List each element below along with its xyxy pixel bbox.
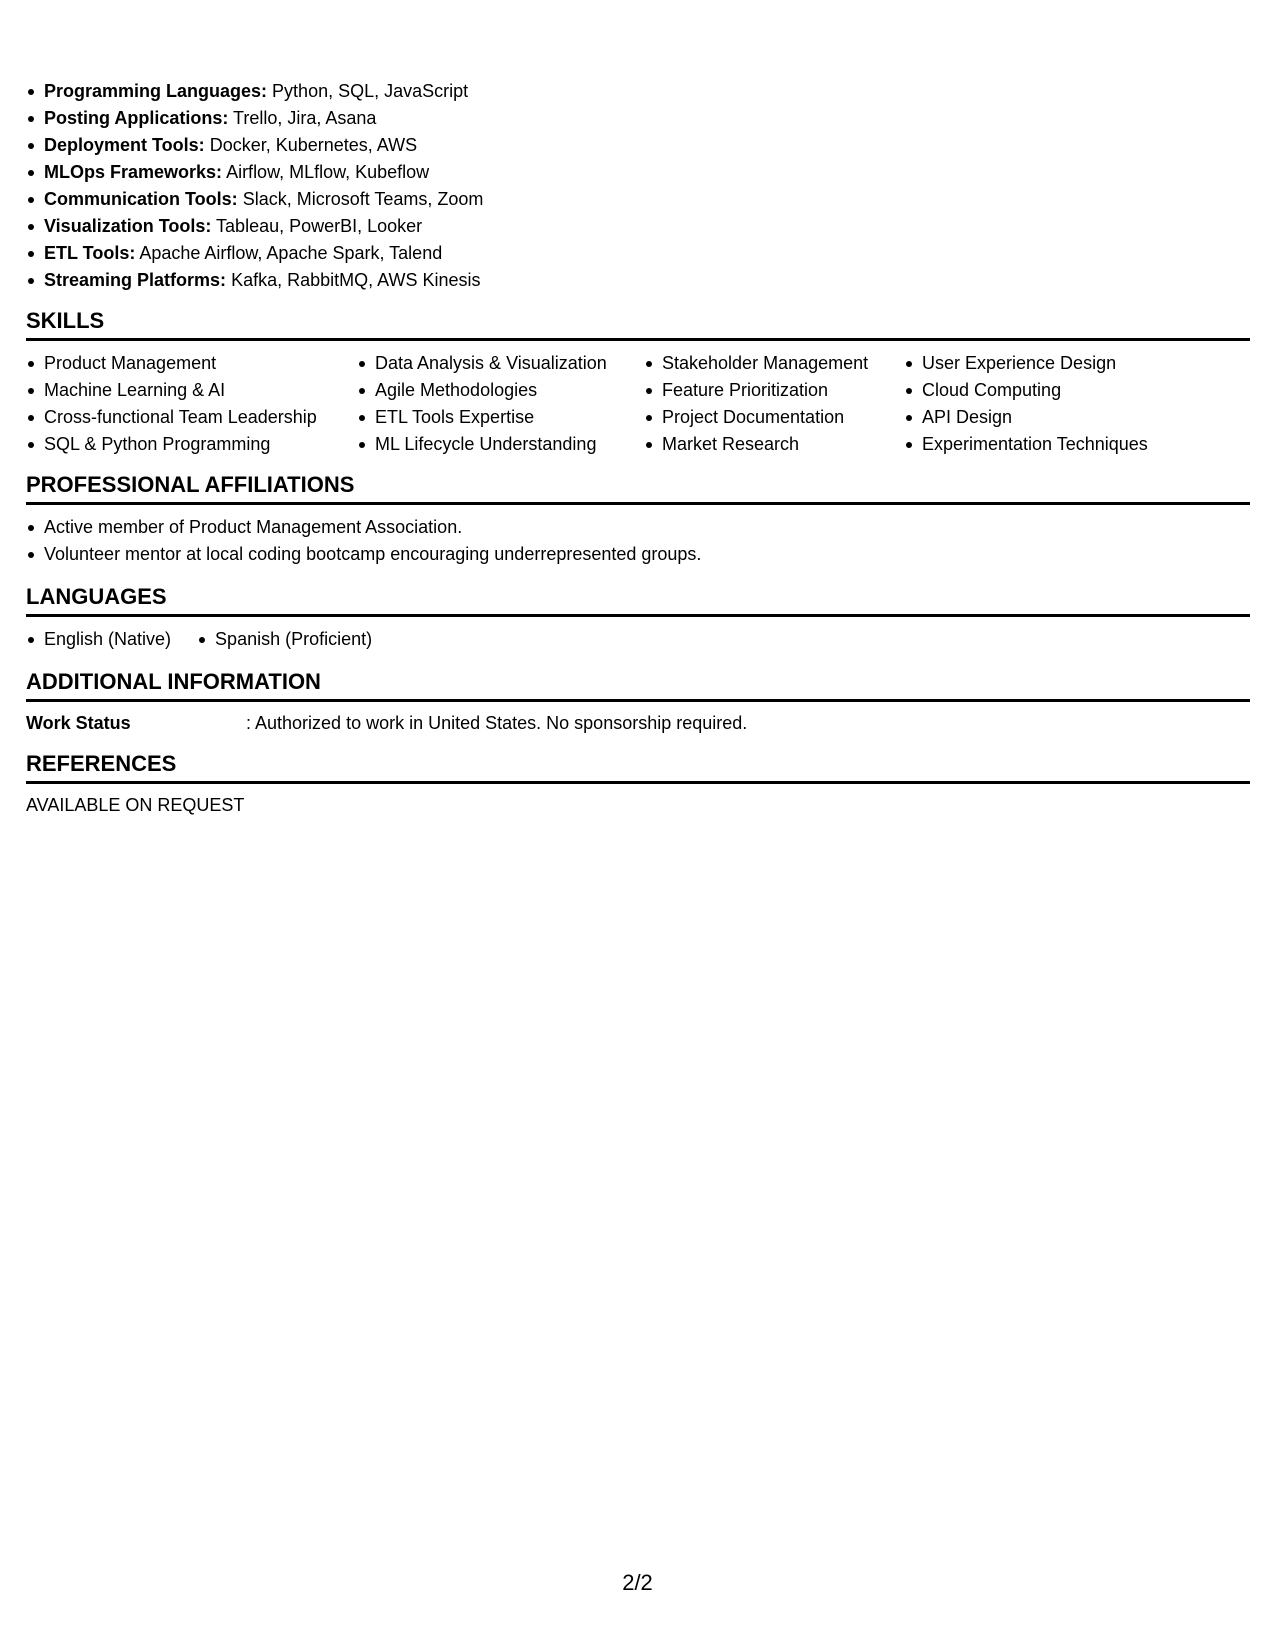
- skill-item: Experimentation Techniques: [904, 431, 1224, 458]
- references-text: AVAILABLE ON REQUEST: [26, 795, 245, 815]
- tool-value: Docker, Kubernetes, AWS: [209, 135, 418, 155]
- skill-item: Feature Prioritization: [644, 377, 904, 404]
- affiliations-section: [26, 472, 1250, 568]
- list-item: [26, 240, 1250, 267]
- skill-item: Cross-functional Team Leadership: [26, 404, 357, 431]
- work-status-label: Work Status: [26, 713, 131, 733]
- tool-label: Deployment Tools:: [44, 135, 205, 155]
- skill-item: API Design: [904, 404, 1224, 431]
- section-title-languages: LANGUAGES: [26, 584, 167, 609]
- skills-column: [904, 350, 1224, 458]
- skill-item: Cloud Computing: [904, 377, 1224, 404]
- skill-item: ML Lifecycle Understanding: [357, 431, 644, 458]
- tool-label: Streaming Platforms:: [44, 270, 227, 290]
- section-divider: [26, 502, 1250, 505]
- skills-column: [644, 350, 904, 458]
- section-divider: [26, 338, 1250, 341]
- tool-value: Slack, Microsoft Teams, Zoom: [242, 189, 484, 209]
- tool-value: Airflow, MLflow, Kubeflow: [226, 162, 430, 182]
- language-item: English (Native): [26, 626, 171, 653]
- section-title-affiliations: PROFESSIONAL AFFILIATIONS: [26, 472, 355, 497]
- section-divider: [26, 614, 1250, 617]
- list-item: [26, 132, 1250, 159]
- tool-label: Posting Applications:: [44, 108, 229, 128]
- skill-item: Stakeholder Management: [644, 350, 904, 377]
- skill-item: Product Management: [26, 350, 357, 377]
- languages-section: [26, 584, 1250, 653]
- tool-label: Communication Tools:: [44, 189, 238, 209]
- tool-value: Apache Airflow, Apache Spark, Talend: [139, 243, 443, 263]
- list-item: [26, 186, 1250, 213]
- list-item: [26, 267, 1250, 294]
- list-item: [26, 213, 1250, 240]
- tool-label: MLOps Frameworks:: [44, 162, 223, 182]
- list-item: Volunteer mentor at local coding bootcamp encouraging underrepresented groups.: [26, 541, 1250, 568]
- page-number: 2/2: [622, 1570, 653, 1595]
- tool-value: Python, SQL, JavaScript: [272, 81, 469, 101]
- section-title-additional: ADDITIONAL INFORMATION: [26, 669, 321, 694]
- work-status-value: : Authorized to work in United States. No sponsorship required.: [246, 713, 748, 733]
- list-item: [26, 78, 1250, 105]
- section-title-skills: SKILLS: [26, 308, 105, 333]
- skill-item: Market Research: [644, 431, 904, 458]
- affiliations-list: [26, 514, 1250, 568]
- tool-value: Trello, Jira, Asana: [233, 108, 377, 128]
- work-status-row: [26, 711, 1250, 735]
- skill-item: User Experience Design: [904, 350, 1224, 377]
- skills-column: [357, 350, 644, 458]
- list-item: [26, 159, 1250, 186]
- additional-info-section: [26, 669, 1250, 735]
- tool-label: Programming Languages:: [44, 81, 268, 101]
- skill-item: Project Documentation: [644, 404, 904, 431]
- skills-section: [26, 308, 1250, 458]
- tool-value: Kafka, RabbitMQ, AWS Kinesis: [231, 270, 481, 290]
- list-item: [26, 105, 1250, 132]
- skills-grid: [26, 350, 1250, 458]
- skill-item: SQL & Python Programming: [26, 431, 357, 458]
- tools-list: [26, 78, 1250, 294]
- skill-item: Agile Methodologies: [357, 377, 644, 404]
- skill-item: ETL Tools Expertise: [357, 404, 644, 431]
- tool-label: Visualization Tools:: [44, 216, 212, 236]
- skills-column: [26, 350, 357, 458]
- list-item: Active member of Product Management Association.: [26, 514, 1250, 541]
- skill-item: Data Analysis & Visualization: [357, 350, 644, 377]
- language-item: Spanish (Proficient): [197, 626, 372, 653]
- section-divider: [26, 699, 1250, 702]
- skill-item: Machine Learning & AI: [26, 377, 357, 404]
- languages-list: [26, 626, 1250, 653]
- tool-value: Tableau, PowerBI, Looker: [216, 216, 423, 236]
- references-section: [26, 751, 1250, 817]
- section-divider: [26, 781, 1250, 784]
- section-title-references: REFERENCES: [26, 751, 177, 776]
- resume-page: [26, 78, 1250, 817]
- tool-label: ETL Tools:: [44, 243, 136, 263]
